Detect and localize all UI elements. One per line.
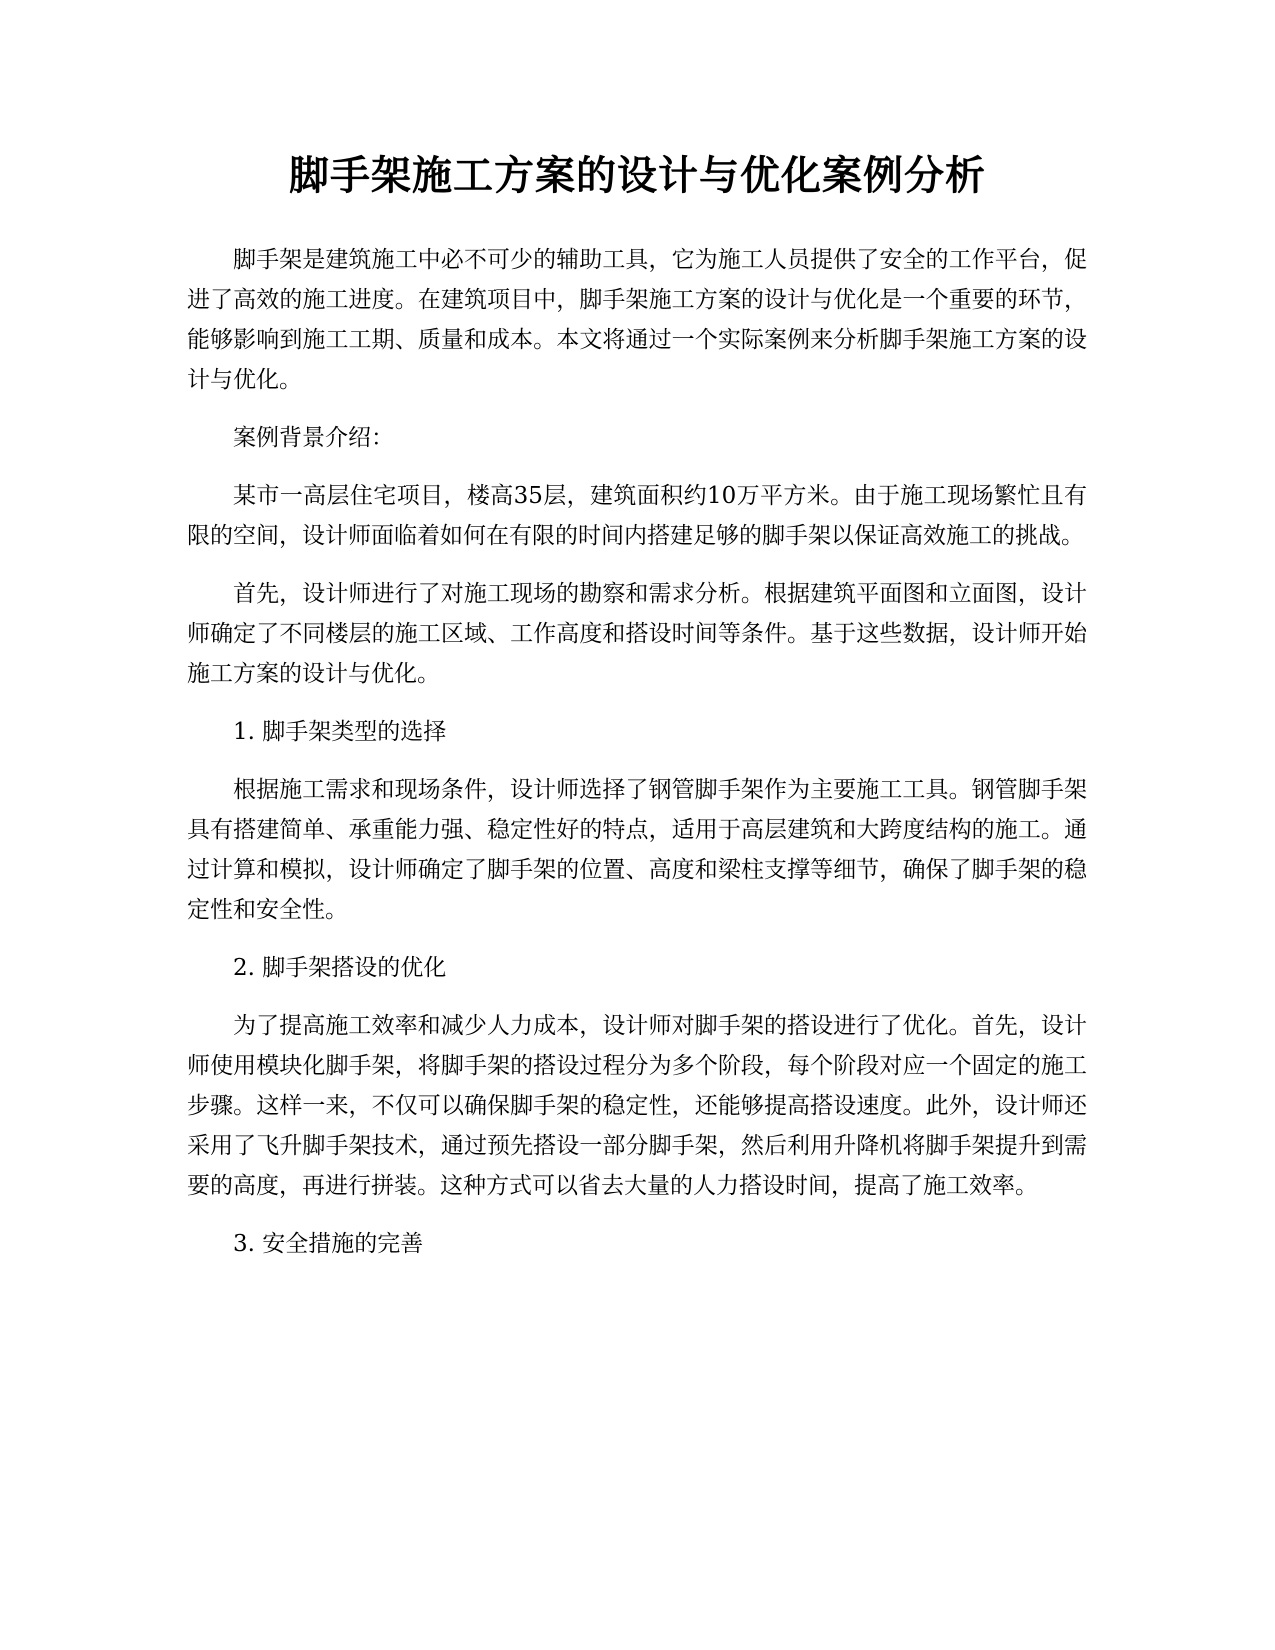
section-heading-safety-measures: 3. 安全措施的完善: [233, 1231, 424, 1257]
document-body: [187, 240, 1087, 1282]
section-heading-erection-optimization: 2. 脚手架搭设的优化: [233, 955, 447, 981]
paragraph-scaffold-type: 根据施工需求和现场条件，设计师选择了钢管脚手架作为主要施工工具。钢管脚手架具有搭建简单、承重能力强、稳定性好的特点，适用于高层建筑和大跨度结构的施工。通过计算和模拟，设计师确定了脚手架的位置、高度和梁柱支撑等细节，确保了脚手架的稳定性和安全性。: [187, 777, 1087, 923]
section-heading-scaffold-type: 1. 脚手架类型的选择: [233, 719, 447, 745]
paragraph-site-survey: 首先，设计师进行了对施工现场的勘察和需求分析。根据建筑平面图和立面图，设计师确定了不同楼层的施工区域、工作高度和搭设时间等条件。基于这些数据，设计师开始施工方案的设计与优化。: [187, 581, 1087, 687]
paragraph-case-background-heading: 案例背景介绍：: [233, 425, 394, 451]
paragraph-intro: 脚手架是建筑施工中必不可少的辅助工具，它为施工人员提供了安全的工作平台，促进了高效的施工进度。在建筑项目中，脚手架施工方案的设计与优化是一个重要的环节，能够影响到施工工期、质量和成本。本文将通过一个实际案例来分析脚手架施工方案的设计与优化。: [187, 247, 1087, 393]
document-title: 脚手架施工方案的设计与优化案例分析: [289, 153, 986, 199]
paragraph-erection-optimization: 为了提高施工效率和减少人力成本，设计师对脚手架的搭设进行了优化。首先，设计师使用模块化脚手架，将脚手架的搭设过程分为多个阶段，每个阶段对应一个固定的施工步骤。这样一来，不仅可以确保脚手架的稳定性，还能够提高搭设速度。此外，设计师还采用了飞升脚手架技术，通过预先搭设一部分脚手架，然后利用升降机将脚手架提升到需要的高度，再进行拼装。这种方式可以省去大量的人力搭设时间，提高了施工效率。: [187, 1013, 1087, 1199]
paragraph-case-background: 某市一高层住宅项目，楼高35层，建筑面积约10万平方米。由于施工现场繁忙且有限的空间，设计师面临着如何在有限的时间内搭建足够的脚手架以保证高效施工的挑战。: [187, 483, 1087, 549]
